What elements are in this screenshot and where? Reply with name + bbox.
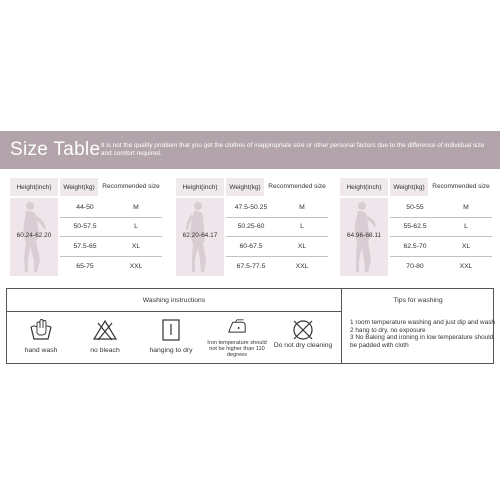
weight-cell: 60-67.5 [239,242,263,250]
weight-cell: 70-80 [406,262,424,270]
table-row [390,257,492,277]
care-label: hanging to dry [149,347,193,354]
hang-dry-icon [157,319,185,341]
size-cell: XL [131,242,141,250]
washing-instructions-header: Washing instructions [142,296,206,304]
care-label: hand wash [24,347,58,354]
table-row [60,237,162,257]
figure-cell [10,198,58,276]
size-cell: M [463,203,469,211]
size-table-header [10,176,162,198]
table-row [390,218,492,238]
size-cell: M [299,203,305,211]
care-item-iron [205,317,269,363]
height-header: Height(inch) [340,178,388,196]
height-header: Height(inch) [176,178,224,196]
washing-table [6,288,494,364]
care-label: Do not dry cleaning [273,342,333,349]
tips-header: Tips for washing [393,296,443,304]
size-cell: L [300,223,304,231]
size-cell: L [134,223,138,231]
washing-tips [350,319,495,349]
weight-cell: 55-62.5 [403,223,427,231]
table-row [60,198,162,218]
weight-cell: 50.25-60 [237,223,265,231]
size-table-3 [340,176,492,276]
height-range: 62.20-64.17 [182,232,218,239]
size-cell: XXL [129,262,143,270]
size-table-header [176,176,328,198]
weight-cell: 50-55 [406,203,424,211]
weight-cell: 44-50 [76,203,94,211]
height-range: 64.96-68.11 [346,232,382,239]
weight-cell: 65-75 [76,262,94,270]
hand-wash-icon [27,319,55,341]
no-bleach-icon [91,319,119,341]
recommended-size-header: Recommended size [432,183,490,190]
care-label: Iron temperature should not be higher than 110 degrees [207,340,267,359]
page-title: Size Table [10,139,101,160]
care-item-no-bleach [73,317,137,363]
table-row [60,218,162,238]
size-table-1 [10,176,162,276]
table-row [226,198,328,218]
table-row [226,218,328,238]
weight-header: Weight(kg) [390,178,428,196]
tip-item: 3 No Baking and ironing in low temperature should be padded with cloth [350,334,494,349]
care-item-no-dry-clean [271,317,335,363]
iron-icon [223,319,251,337]
figure-cell [340,198,388,276]
care-label: no bleach [90,347,120,354]
care-item-hang-dry [139,317,203,363]
size-rows [60,198,162,276]
figure-cell [176,198,224,276]
weight-cell: 47.5-50.25 [234,203,268,211]
size-cell: L [464,223,468,231]
size-cell: M [133,203,139,211]
table-row [60,257,162,277]
weight-cell: 57.5-65 [73,242,97,250]
size-cell: XXL [459,262,473,270]
size-table-header [340,176,492,198]
size-cell: XXL [295,262,309,270]
banner-note: It is not the quality problem that you get the clothes of inappropriate size or other personal factors due to the difference of individual size and comfort required. [101,142,485,157]
divider [341,289,342,363]
size-rows [390,198,492,276]
table-row [390,237,492,257]
size-rows [226,198,328,276]
weight-header: Weight(kg) [60,178,98,196]
weight-cell: 67.5-77.5 [236,262,266,270]
weight-cell: 62.5-70 [403,242,427,250]
size-cell: XL [461,242,471,250]
weight-cell: 50-57.5 [73,223,97,231]
size-table-2 [176,176,328,276]
tip-item: 2 hang to dry, no exposure [350,326,426,334]
size-table-banner [0,131,500,169]
table-row [226,237,328,257]
tip-item: 1 room temperature washing and just dip and wash [350,319,495,326]
height-header: Height(inch) [10,178,58,196]
recommended-size-header: Recommended size [102,183,160,190]
size-cell: XL [297,242,307,250]
divider [7,311,341,312]
weight-header: Weight(kg) [226,178,264,196]
table-row [390,198,492,218]
height-range: 60.24-62.20 [16,232,52,239]
no-dry-clean-icon [289,319,317,341]
recommended-size-header: Recommended size [268,183,326,190]
table-row [226,257,328,277]
care-item-hand-wash [9,317,73,363]
